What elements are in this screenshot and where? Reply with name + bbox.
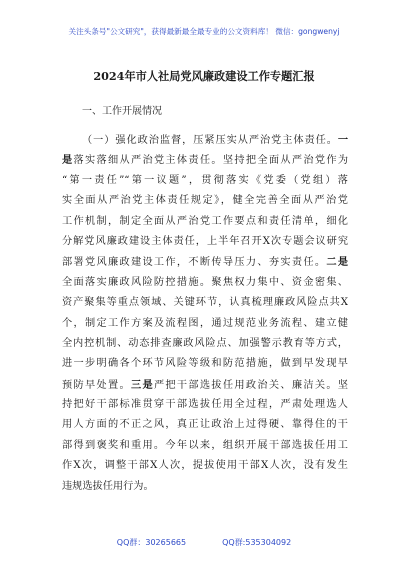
bold-marker: 三是 xyxy=(130,378,154,391)
text-run: 严把干部选拔任用政治关、廉洁关。坚 xyxy=(153,379,348,391)
document-title: 2024年市人社局党风廉政建设工作专题汇报 xyxy=(93,69,315,83)
paragraph-line xyxy=(62,130,348,150)
text-run: 部得到褒奖和重用。今年以来，组织开展干部选拔任用工 xyxy=(62,439,348,451)
paragraph-line xyxy=(62,375,348,395)
bold-marker: 是 xyxy=(62,154,74,167)
paragraph-line xyxy=(62,252,348,272)
bold-marker: 一 xyxy=(337,134,348,146)
text-run: 作X次，调整干部X人次，提拔使用干部X人次，没有发生 xyxy=(62,460,348,472)
text-run: 资产聚集等重点领域、关键环节，认真梳理廉政风险点共X xyxy=(62,297,348,309)
footer-qq-group-2: QQ群:535304092 xyxy=(222,538,292,547)
body-paragraph xyxy=(62,130,348,497)
text-run: 用人方面的不正之风，真正让政治上过得硬、靠得住的干 xyxy=(62,419,348,431)
section-heading: 一、工作开展情况 xyxy=(82,106,162,117)
paragraph-line xyxy=(62,191,348,211)
paragraph-line xyxy=(62,436,348,456)
text-run: 分解党风廉政建设主体责任，上半年召开X次专题会议研究 xyxy=(62,235,348,247)
paragraph-line xyxy=(62,395,348,415)
text-run: “第一责任”“第一议题”，贯彻落实《党委（党组）落 xyxy=(62,174,348,186)
text-run: 持把好干部标准贯穿干部选拔任用全过程，严肃处理选人 xyxy=(62,399,348,411)
paragraph-line xyxy=(62,293,348,313)
text-run: 违规选拔任用行为。 xyxy=(62,480,154,492)
text-run: 全内控机制、动态排查廉政风险点、加强警示教育等方式， xyxy=(62,337,348,349)
paragraph-line xyxy=(62,273,348,293)
text-run: 工作机制，制定全面从严治党工作要点和责任清单，细化 xyxy=(62,215,348,227)
bold-marker: 二是 xyxy=(326,256,348,269)
footer-contact xyxy=(0,537,408,548)
text-run: 全面落实廉政风险防控措施。聚焦权力集中、资金密集、 xyxy=(62,276,348,288)
text-run: 落实落细从严治党主体责任。坚持把全面从严治党作为 xyxy=(73,155,348,167)
text-run: 实全面从严治党主体责任规定》，健全完善全面从严治党 xyxy=(62,195,348,207)
text-run: 部署党风廉政建设工作，不断传导压力、夯实责任。 xyxy=(62,257,327,269)
paragraph-line xyxy=(62,212,348,232)
paragraph-line xyxy=(62,314,348,334)
paragraph-line xyxy=(62,150,348,170)
paragraph-line xyxy=(62,354,348,374)
text-run: 预防早处置。 xyxy=(62,379,131,391)
paragraph-line xyxy=(62,171,348,191)
paragraph-line xyxy=(62,232,348,252)
text-run: 个，制定工作方案及流程图，通过规范业务流程、建立健 xyxy=(62,317,348,329)
paragraph-line xyxy=(62,456,348,476)
watermark-banner: 关注头条号"公文研究"，获得最新最全最专业的公文资料库！ 微信：gongwenyj xyxy=(68,27,340,36)
paragraph-line xyxy=(62,415,348,435)
text-run: 进一步明确各个环节风险等级和防范措施，做到早发现早 xyxy=(62,358,348,370)
paragraph-line xyxy=(62,477,348,497)
paragraph-line xyxy=(62,334,348,354)
footer-qq-group-1: QQ群：30265665 xyxy=(116,538,187,547)
text-run: （一）强化政治监督，压紧压实从严治党主体责任。 xyxy=(82,135,338,146)
